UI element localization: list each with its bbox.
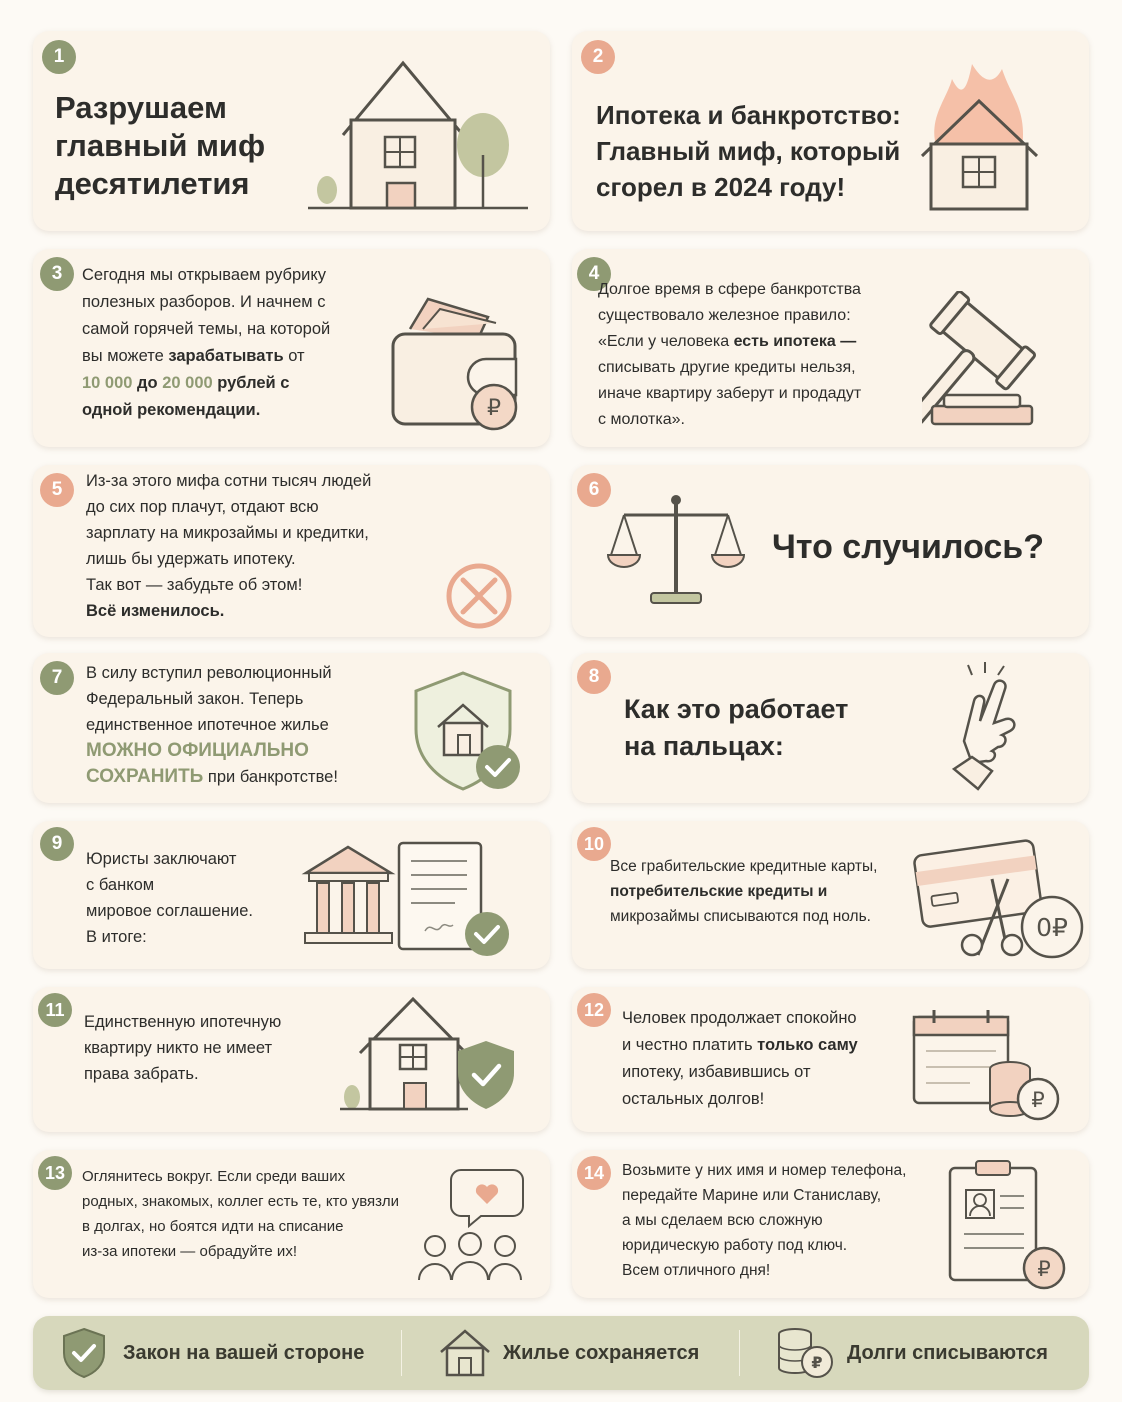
card-text: Возьмите у них имя и номер телефона, передайте Марине или Станиславу, а мы сделаем всю сложную юридическую работу под ключ. Всем отличного дня! [622, 1162, 907, 1279]
card-10 [572, 821, 1089, 969]
card-text: Из-за этого мифа сотни тысяч людей до сих пор плачут, отдают всю зарплату на микрозаймы и кредитки, лишь бы удержать ипотеку. Так вот — забудьте об этом! Всё изменилось. [86, 472, 372, 620]
footer-label: Закон на вашей стороне [123, 1341, 365, 1364]
house-icon [437, 1328, 493, 1378]
step-badge: 5 [40, 473, 74, 507]
card-text: Сегодня мы открываем рубрику полезных разборов. И начнем с самой горячей темы, на которой вы можете зарабатывать от 10 000 до 20 000 рублей с одной рекомендации. [82, 266, 331, 419]
step-badge: 1 [42, 40, 76, 74]
document-check-icon [395, 839, 515, 967]
step-badge: 7 [40, 661, 74, 695]
card-3 [33, 249, 550, 447]
step-badge: 8 [577, 660, 611, 694]
card-4 [572, 249, 1089, 447]
card-7 [33, 653, 550, 803]
step-badge: 12 [577, 993, 611, 1027]
footer-label: Жилье сохраняется [503, 1341, 700, 1364]
card-1 [33, 31, 550, 231]
footer-item-law [61, 1316, 364, 1390]
footer-bar [33, 1316, 1089, 1390]
step-badge: 4 [577, 257, 611, 291]
shield-check-icon [61, 1327, 107, 1379]
card-text: В силу вступил революционный Федеральный закон. Теперь единственное ипотечное жилье МОЖНО ОФИЦИАЛЬНО СОХРАНИТЬ при банкротстве! [86, 664, 338, 787]
card-12 [572, 987, 1089, 1132]
calendar-coins-icon [910, 1007, 1070, 1125]
card-text: Долгое время в сфере банкротства существовало железное правило: «Если у человека есть ипотека — списывать другие кредиты нельзя, иначе квартиру заберут и продадут с молотка». [598, 281, 862, 428]
card-11 [33, 987, 550, 1132]
house-trees-icon [303, 55, 543, 215]
card-14 [572, 1150, 1089, 1298]
card-13 [33, 1150, 550, 1298]
step-badge: 14 [577, 1156, 611, 1190]
step-badge: 2 [581, 40, 615, 74]
card-6 [572, 465, 1089, 637]
card-2 [572, 31, 1089, 231]
step-badge: 6 [577, 473, 611, 507]
coins-ruble-icon [775, 1326, 837, 1380]
card-5 [33, 465, 550, 637]
svg-text:₽: ₽ [1037, 1257, 1051, 1281]
svg-text:₽: ₽ [811, 1353, 823, 1372]
clipboard-ruble-icon [944, 1158, 1074, 1294]
cut-credit-card-icon [908, 835, 1088, 967]
cross-circle-icon [443, 560, 515, 632]
step-badge: 3 [40, 257, 74, 291]
card-title: Разрушаем главный миф десятилетия [55, 90, 266, 201]
shield-house-check-icon [408, 669, 528, 794]
gavel-icon [922, 291, 1082, 431]
footer-divider [739, 1330, 740, 1376]
step-badge: 9 [40, 827, 74, 861]
zero-ruble-label: 0₽ [1036, 913, 1068, 942]
card-title: Как это работает на пальцах: [624, 694, 849, 761]
footer-item-housing [437, 1316, 699, 1390]
svg-text:₽: ₽ [487, 396, 501, 421]
scales-icon [606, 490, 746, 610]
card-title: Что случилось? [772, 528, 1044, 566]
card-8 [572, 653, 1089, 803]
house-shield-icon [338, 995, 523, 1115]
people-heart-icon [415, 1164, 525, 1286]
step-badge: 13 [38, 1156, 72, 1190]
wallet-ruble-icon [388, 289, 528, 434]
card-text: Юристы заключают с банком мировое соглашение. В итоге: [86, 850, 254, 946]
footer-item-debts [775, 1316, 1048, 1390]
crossed-fingers-icon [942, 661, 1032, 793]
footer-divider [401, 1330, 402, 1376]
step-badge: 11 [38, 993, 72, 1027]
bank-building-icon [301, 843, 396, 948]
card-text: Оглянитесь вокруг. Если среди ваших родных, знакомых, коллег есть те, кто увязли в долгах, но боятся идти на списание из-за ипотеки — обрадуйте их! [82, 1168, 400, 1260]
step-badge: 10 [577, 827, 611, 861]
burning-house-icon [917, 59, 1047, 214]
footer-label: Долги списываются [847, 1341, 1048, 1364]
card-text: Человек продолжает спокойно и честно платить только саму ипотеку, избавившись от остальных долгов! [622, 1009, 858, 1108]
card-text: Все грабительские кредитные карты, потребительские кредиты и микрозаймы списываются под ноль. [610, 858, 878, 925]
card-title: Ипотека и банкротство: Главный миф, который сгорел в 2024 году! [596, 100, 901, 202]
svg-text:₽: ₽ [1031, 1088, 1045, 1112]
card-9 [33, 821, 550, 969]
card-text: Единственную ипотечную квартиру никто не имеет права забрать. [84, 1013, 282, 1083]
